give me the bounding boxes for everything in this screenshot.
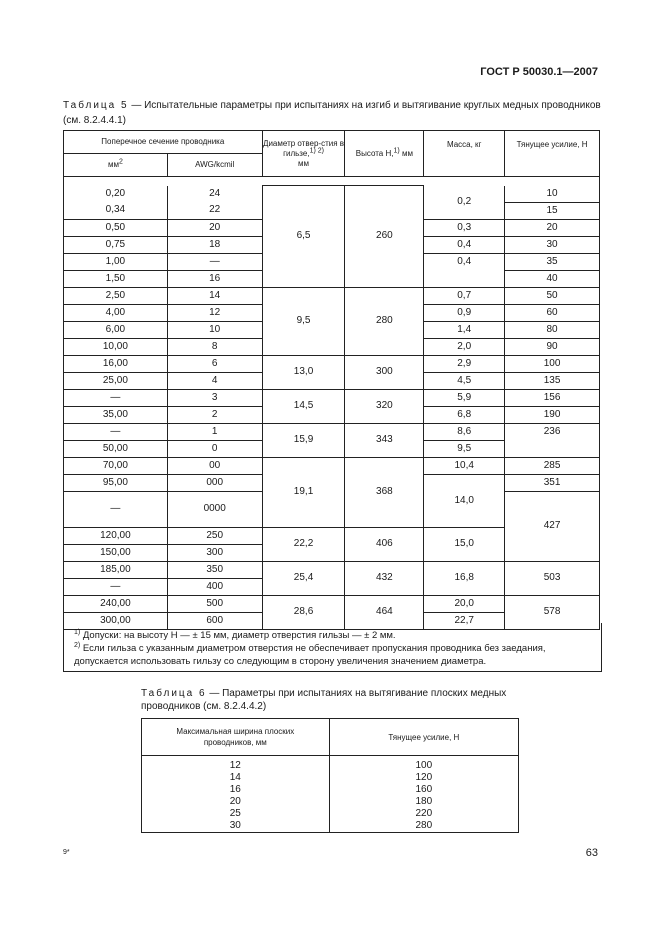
table5-caption [63,98,603,128]
table-row: 0,75 18 0,4 30 [64,236,600,253]
table-row: 150,00 300 [64,544,600,561]
height-cell: 260 [345,186,424,288]
header-awg: AWG/kcmil [167,154,262,177]
table-row: 10,00 8 2,0 90 [64,338,600,355]
table-row: 300,00 600 22,7 [64,612,600,629]
table5 [63,130,600,630]
table-row: — 400 [64,578,600,595]
table-row: — 1 15,9 343 8,6 236 [64,423,600,440]
table-row: 185,00 350 25,4 432 16,8 503 [64,561,600,578]
note-1: $^{1)}$ Допуски: на высоту Н — ± 15 мм, диаметр отверстия гильзы — ± 2 мм. [74,628,396,641]
table-row: 4,00 12 0,9 60 [64,304,600,321]
header-diameter: Диаметр отвер-стия в гильзе,$^{1) 2)}$ мм [262,131,345,177]
table-row: 0,34 22 15 [64,202,600,219]
header-mm2: $мм^2$ [64,154,168,177]
width-values: 12 14 16 20 25 30 [142,756,330,833]
table-row: 6,00 10 1,4 80 [64,321,600,338]
table6-caption-text: — Параметры при испытаниях на вытягивание плоских медных проводников (см. 8.2.4.4.2) [141,688,507,712]
sheet-stamp: 9* [63,849,70,856]
table-row: 35,00 2 6,8 190 [64,406,600,423]
document-code: ГОСТ Р 50030.1—2007 [480,66,598,78]
table-row: 0,50 20 0,3 20 [64,219,600,236]
table-row: 120,00 250 22,2 406 15,0 [64,527,600,544]
table-row: 70,00 00 19,1 368 10,4 285 [64,457,600,474]
table5-caption-prefix: Таблица 5 [63,100,129,111]
table-row: 2,50 14 9,5 280 0,7 50 [64,287,600,304]
table-row: 1,50 16 40 [64,270,600,287]
table-row: — 3 14,5 320 5,9 156 [64,389,600,406]
header-force: Тянущее усилие, Н [505,131,600,177]
diameter-cell: 6,5 [262,186,345,288]
table-row: 16,00 6 13,0 300 2,9 100 [64,355,600,372]
table6 [141,718,519,833]
header-height: Высота Н,$^{1)}$ мм [345,131,424,177]
header-mass: Масса, кг [424,131,505,177]
header-flat-force: Тянущее усилие, Н [329,719,518,756]
table-row: 240,00 500 28,6 464 20,0 578 [64,595,600,612]
mass-cell: 0,2 [424,186,505,220]
header-flat-width: Максимальная ширина плоских проводников, мм [142,719,330,756]
table-row: — 0000 427 [64,491,600,527]
table-row: 25,00 4 4,5 135 [64,372,600,389]
header-cross-section: Поперечное сечение проводника [64,131,263,154]
table-row: 50,00 0 9,5 [64,440,600,457]
force-values: 100 120 160 180 220 280 [329,756,518,833]
table6-caption [141,687,541,713]
table5-caption-text: — Испытательные параметры при испытаниях на изгиб и вытягивание круглых медных проводников (см. 8.2.4.4.1) [63,100,601,126]
table5-notes [63,623,602,672]
note-2: $^{2)}$ Если гильза с указанным диаметром отверстия не обеспечивает пропускания проводника без заедания, допускается использовать гильзу со следующим в сторону увеличения значением диаметра. [74,641,546,667]
page-number: 63 [585,847,598,859]
table-row: 95,00 000 14,0 351 [64,474,600,491]
table-row: 0,20 24 6,5 260 0,2 10 [64,186,600,203]
table-row: 1,00 — 0,4 35 [64,253,600,270]
table6-caption-prefix: Таблица 6 [141,688,207,699]
